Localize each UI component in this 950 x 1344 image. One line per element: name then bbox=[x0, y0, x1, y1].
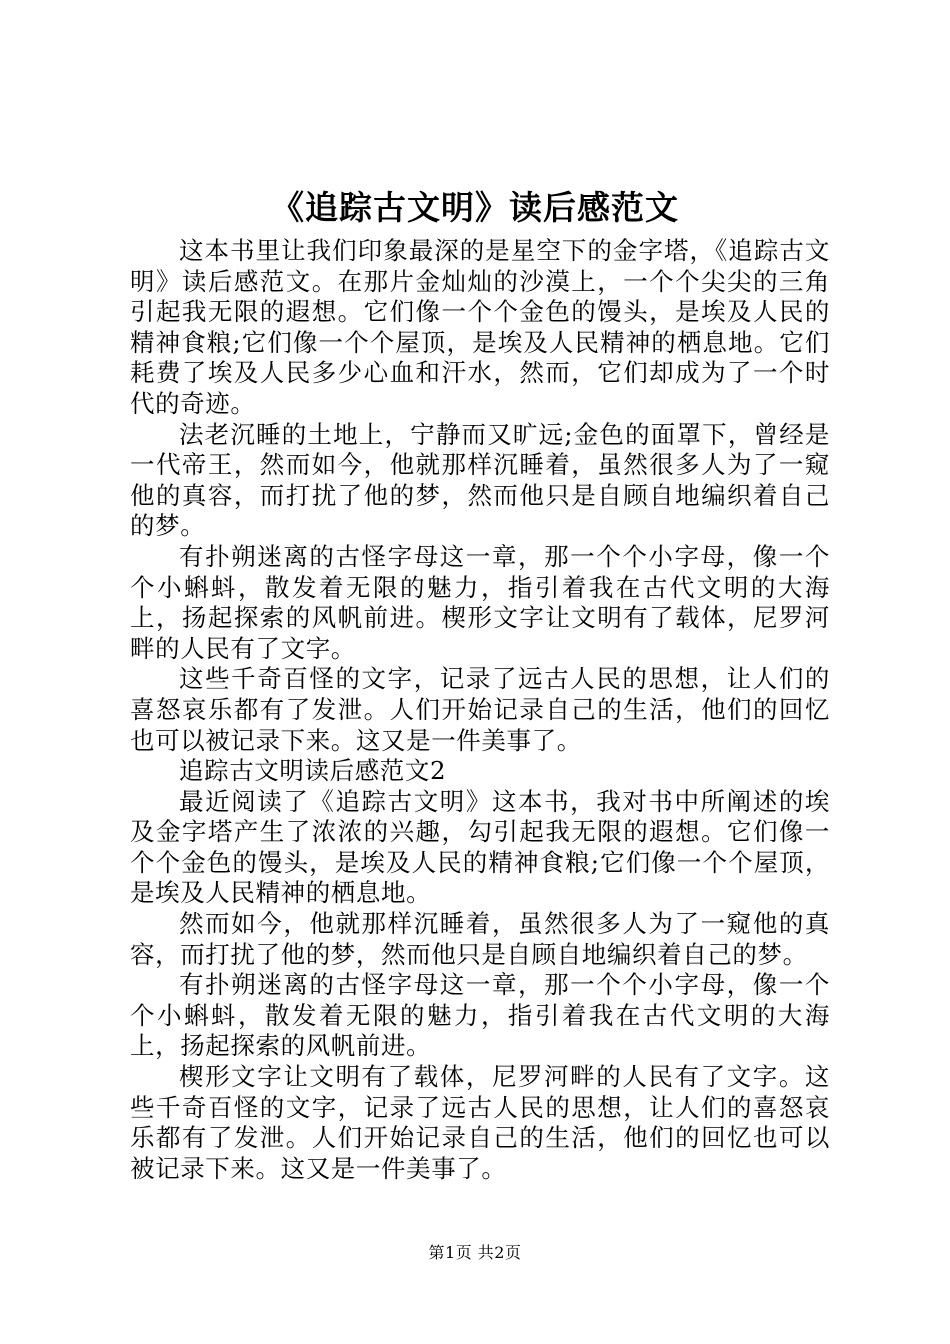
paragraph: 这些千奇百怪的文字，记录了远古人民的思想，让人们的喜怒哀乐都有了发泄。人们开始记录自己的生活，他们的回忆也可以被记录下来。这又是一件美事了。 bbox=[130, 664, 830, 755]
section-heading: 追踪古文明读后感范文2 bbox=[179, 756, 447, 786]
page-footer: 第1页 共2页 bbox=[428, 1243, 522, 1262]
paragraph: 有扑朔迷离的古怪字母这一章，那一个个小字母，像一个个小蝌蚪，散发着无限的魅力，指引着我在古代文明的大海上，扬起探索的风帆前进。楔形文字让文明有了载体，尼罗河畔的人民有了文字。 bbox=[130, 541, 830, 663]
paragraph: 然而如今，他就那样沉睡着，虽然很多人为了一窥他的真容，而打扰了他的梦，然而他只是自顾自地编织着自己的梦。 bbox=[130, 909, 830, 969]
paragraph: 楔形文字让文明有了载体，尼罗河畔的人民有了文字。这些千奇百怪的文字，记录了远古人民的思想，让人们的喜怒哀乐都有了发泄。人们开始记录自己的生活，他们的回忆也可以被记录下来。这又是一件美事了。 bbox=[130, 1062, 830, 1183]
paragraph: 有扑朔迷离的古怪字母这一章，那一个个小字母，像一个个小蝌蚪，散发着无限的魅力，指引着我在古代文明的大海上，扬起探索的风帆前进。 bbox=[130, 970, 830, 1061]
paragraph: 这本书里让我们印象最深的是星空下的金字塔，《追踪古文明》读后感范文。在那片金灿灿的沙漠上，一个个尖尖的三角引起我无限的遐想。它们像一个个金色的馒头，是埃及人民的精神食粮;它们像一个个屋顶，是埃及人民精神的栖息地。它们耗费了埃及人民多少心血和汗水，然而，它们却成为了一个时代的奇迹。 bbox=[130, 236, 830, 418]
paragraph: 法老沉睡的土地上，宁静而又旷远;金色的面罩下，曾经是一代帝王，然而如今，他就那样沉睡着，虽然很多人为了一窥他的真容，而打扰了他的梦，然而他只是自顾自地编织着自己的梦。 bbox=[130, 419, 830, 541]
document-title: 《追踪古文明》读后感范文 bbox=[271, 188, 679, 227]
document-body bbox=[130, 236, 830, 1184]
paragraph: 最近阅读了《追踪古文明》这本书，我对书中所阐述的埃及金字塔产生了浓浓的兴趣，勾引起我无限的遐想。它们像一个个金色的馒头，是埃及人民的精神食粮;它们像一个个屋顶，是埃及人民精神的栖息地。 bbox=[130, 786, 830, 908]
